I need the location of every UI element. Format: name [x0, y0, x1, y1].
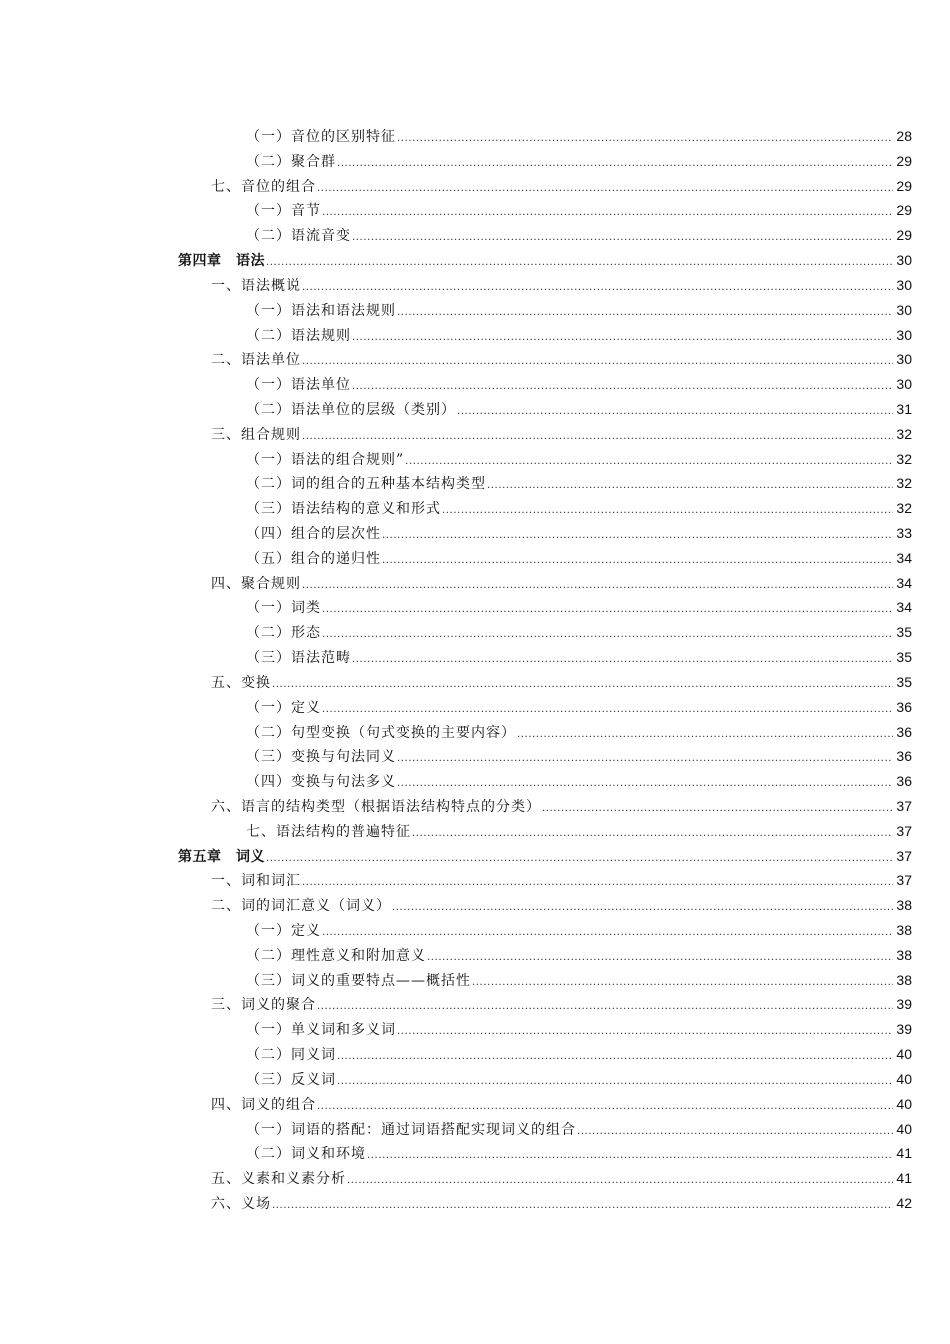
toc-entry-label: （五）组合的递归性 — [246, 550, 381, 567]
toc-page-number: 30 — [896, 351, 912, 368]
toc-entry-label: 六、义场 — [211, 1195, 271, 1212]
toc-entry-label: 七、音位的组合 — [211, 178, 316, 195]
toc-entry-line — [246, 447, 912, 472]
toc-entry-line — [246, 124, 912, 149]
toc-entry-line — [246, 397, 912, 422]
dot-leader — [457, 400, 893, 422]
toc-entry-label: （三）词义的重要特点——概括性 — [246, 972, 471, 989]
dot-leader — [405, 450, 893, 472]
toc-entry[interactable] — [0, 496, 950, 521]
toc-entry[interactable] — [0, 943, 950, 968]
toc-entry[interactable] — [0, 893, 950, 918]
toc-entry[interactable] — [0, 372, 950, 397]
dot-leader — [322, 623, 893, 645]
toc-entry-line — [211, 893, 912, 918]
dot-leader — [542, 797, 893, 819]
toc-entry-label: （一）语法和语法规则 — [246, 302, 396, 319]
dot-leader — [382, 524, 893, 546]
toc-entry-label: （二）理性意义和附加意义 — [246, 947, 426, 964]
dot-leader — [442, 499, 893, 521]
toc-entry-line — [246, 620, 912, 645]
toc-page-number: 40 — [896, 1046, 912, 1063]
toc-page-number: 32 — [896, 425, 912, 442]
toc-page-number: 39 — [896, 1021, 912, 1038]
toc-entry[interactable] — [0, 595, 950, 620]
toc-entry-line — [178, 248, 912, 273]
toc-entry-label: 第五章 词义 — [178, 848, 265, 865]
toc-page-number: 36 — [896, 723, 912, 740]
toc-page-number: 41 — [896, 1145, 912, 1162]
dot-leader — [392, 896, 893, 918]
toc-entry[interactable] — [0, 1092, 950, 1117]
toc-entry[interactable] — [0, 447, 950, 472]
toc-entry-line — [246, 1067, 912, 1092]
dot-leader — [367, 1144, 893, 1166]
toc-entry-label: （二）同义词 — [246, 1047, 336, 1064]
toc-page-number: 34 — [896, 599, 912, 616]
toc-page-number: 41 — [896, 1170, 912, 1187]
table-of-contents — [0, 124, 950, 1216]
toc-entry-line — [246, 1042, 912, 1067]
toc-entry-line — [246, 943, 912, 968]
toc-entry-label: （一）音节 — [246, 203, 321, 220]
toc-page-number: 30 — [896, 326, 912, 343]
toc-page-number: 40 — [896, 1070, 912, 1087]
toc-entry-label: 三、组合规则 — [211, 426, 301, 443]
toc-page-number: 38 — [896, 971, 912, 988]
toc-entry-label: （四）组合的层次性 — [246, 526, 381, 542]
toc-entry[interactable] — [0, 471, 950, 496]
dot-leader — [322, 201, 893, 223]
toc-entry-label: 五、变换 — [211, 674, 271, 691]
toc-entry-label: 二、语法单位 — [211, 352, 301, 369]
toc-entry-label: （二）形态 — [246, 625, 321, 642]
toc-entry[interactable] — [0, 1117, 950, 1142]
toc-entry-line — [246, 546, 912, 571]
dot-leader — [397, 127, 893, 149]
toc-entry-label: （一）词语的搭配：通过词语搭配实现词义的组合 — [246, 1121, 576, 1138]
toc-entry-line — [211, 794, 912, 819]
toc-entry-line — [246, 595, 912, 620]
toc-entry[interactable] — [0, 868, 950, 893]
toc-entry-line — [246, 769, 912, 794]
toc-page-number: 36 — [896, 748, 912, 765]
toc-page-number: 39 — [896, 996, 912, 1013]
toc-entry[interactable] — [0, 521, 950, 546]
toc-entry-line — [246, 1141, 912, 1166]
toc-page-number: 38 — [896, 946, 912, 963]
toc-page-number: 34 — [896, 574, 912, 591]
toc-entry-line — [178, 844, 912, 869]
toc-entry-line — [246, 471, 912, 496]
dot-leader — [397, 301, 893, 323]
toc-entry-label: 四、词义的组合 — [211, 1096, 316, 1113]
toc-entry[interactable] — [0, 323, 950, 348]
toc-entry[interactable] — [0, 546, 950, 571]
toc-page-number: 40 — [896, 1095, 912, 1112]
toc-entry[interactable] — [0, 198, 950, 223]
toc-entry[interactable] — [0, 645, 950, 670]
toc-entry[interactable] — [0, 670, 950, 695]
toc-entry[interactable] — [0, 769, 950, 794]
toc-entry-label: （三）变换与句法同义 — [246, 749, 396, 766]
toc-entry-line — [246, 1017, 912, 1042]
toc-entry-line — [246, 968, 912, 993]
toc-page-number: 30 — [896, 376, 912, 393]
toc-entry-label: （一）音位的区别特征 — [246, 129, 396, 145]
dot-leader — [382, 549, 893, 571]
toc-entry[interactable] — [0, 819, 950, 844]
toc-page-number: 37 — [896, 847, 912, 864]
toc-entry-label: （二）语法单位的层级（类别） — [246, 401, 456, 418]
dot-leader — [397, 772, 893, 794]
dot-leader — [412, 822, 893, 844]
toc-page-number: 37 — [896, 797, 912, 814]
toc-entry-line — [246, 918, 912, 943]
dot-leader — [322, 598, 893, 620]
dot-leader — [337, 152, 893, 174]
toc-entry-label: （一）语法的组合规则” — [246, 451, 405, 468]
toc-entry[interactable] — [0, 1166, 950, 1191]
toc-entry[interactable] — [0, 1141, 950, 1166]
toc-entry-label: 五、义素和义素分析 — [211, 1171, 346, 1188]
toc-entry[interactable] — [0, 174, 950, 199]
toc-entry-line — [211, 1092, 912, 1117]
toc-page-number: 36 — [896, 773, 912, 790]
toc-entry[interactable] — [0, 397, 950, 422]
toc-entry[interactable] — [0, 1191, 950, 1216]
toc-entry[interactable] — [0, 620, 950, 645]
toc-entry-line — [211, 868, 912, 893]
dot-leader — [272, 1194, 893, 1216]
toc-entry[interactable] — [0, 347, 950, 372]
toc-entry-line — [211, 273, 912, 298]
toc-page-number: 35 — [896, 649, 912, 666]
toc-page-number: 32 — [896, 500, 912, 517]
dot-leader — [352, 648, 893, 670]
toc-page-number: 37 — [896, 822, 912, 839]
toc-page-number: 32 — [896, 450, 912, 467]
toc-page-number: 30 — [896, 276, 912, 293]
toc-entry[interactable] — [0, 149, 950, 174]
toc-entry-label: 七、语法结构的普遍特征 — [246, 823, 411, 840]
dot-leader — [302, 574, 893, 596]
toc-entry-line — [211, 422, 912, 447]
toc-entry-label: 一、词和词汇 — [211, 873, 301, 890]
toc-page-number: 40 — [896, 1120, 912, 1137]
toc-page-number: 38 — [896, 922, 912, 938]
toc-entry-line — [211, 174, 912, 199]
dot-leader — [266, 847, 893, 869]
toc-entry-line — [211, 347, 912, 372]
toc-page-number: 29 — [896, 227, 912, 244]
toc-page-number: 37 — [896, 872, 912, 889]
toc-page-number: 29 — [896, 177, 912, 194]
toc-page-number: 29 — [896, 202, 912, 219]
dot-leader — [577, 1120, 893, 1142]
toc-entry[interactable] — [0, 422, 950, 447]
toc-entry[interactable] — [0, 571, 950, 596]
toc-entry-label: 二、词的词汇意义（词义） — [211, 898, 391, 915]
toc-chapter-entry[interactable] — [0, 248, 950, 273]
toc-entry-line — [246, 149, 912, 174]
dot-leader — [427, 946, 893, 968]
toc-page-number: 42 — [896, 1194, 912, 1211]
toc-entry-label: 第四章 语法 — [178, 253, 265, 270]
toc-entry-line — [211, 1191, 912, 1216]
toc-entry-label: （一）定义 — [246, 699, 321, 716]
dot-leader — [337, 1070, 893, 1092]
toc-entry-line — [246, 298, 912, 323]
dot-leader — [302, 425, 893, 447]
toc-entry-label: （三）反义词 — [246, 1071, 336, 1088]
dot-leader — [272, 673, 893, 695]
toc-entry[interactable] — [0, 1017, 950, 1042]
dot-leader — [322, 921, 893, 943]
dot-leader — [302, 871, 893, 893]
toc-entry-line — [246, 720, 912, 745]
toc-page-number: 33 — [896, 525, 912, 541]
toc-entry-label: （一）单义词和多义词 — [246, 1022, 396, 1039]
toc-entry-label: （一）语法单位 — [246, 377, 351, 394]
toc-entry[interactable] — [0, 794, 950, 819]
dot-leader — [337, 1045, 893, 1067]
toc-entry-line — [246, 695, 912, 720]
toc-page-number: 36 — [896, 698, 912, 715]
toc-entry-label: 三、词义的聚合 — [211, 997, 316, 1014]
toc-entry-line — [211, 571, 912, 596]
toc-entry-label: 一、语法概说 — [211, 277, 301, 294]
toc-entry-label: （二）聚合群 — [246, 153, 336, 170]
toc-entry-label: （四）变换与句法多义 — [246, 774, 396, 791]
toc-entry-label: （二）语流音变 — [246, 228, 351, 245]
toc-page-number: 30 — [896, 301, 912, 318]
toc-entry-line — [246, 323, 912, 348]
toc-entry-line — [246, 645, 912, 670]
toc-entry-label: （三）语法结构的意义和形式 — [246, 501, 441, 518]
toc-entry[interactable] — [0, 298, 950, 323]
dot-leader — [317, 177, 893, 199]
dot-leader — [352, 226, 893, 248]
toc-entry-line — [246, 819, 912, 844]
dot-leader — [302, 350, 893, 372]
dot-leader — [397, 1020, 893, 1042]
toc-entry[interactable] — [0, 744, 950, 769]
toc-entry-label: （二）词义和环境 — [246, 1146, 366, 1163]
toc-entry[interactable] — [0, 918, 950, 943]
toc-page-number: 31 — [896, 400, 912, 417]
toc-entry-line — [246, 744, 912, 769]
toc-entry-label: （三）语法范畴 — [246, 650, 351, 667]
toc-entry[interactable] — [0, 124, 950, 149]
toc-entry-line — [211, 992, 912, 1017]
toc-entry-label: （一）定义 — [246, 923, 321, 939]
toc-page-number: 28 — [896, 128, 912, 144]
toc-entry-label: （二）词的组合的五种基本结构类型 — [246, 476, 486, 493]
dot-leader — [266, 251, 893, 273]
dot-leader — [347, 1169, 893, 1191]
toc-entry[interactable] — [0, 992, 950, 1017]
toc-chapter-entry[interactable] — [0, 844, 950, 869]
toc-entry-label: 四、聚合规则 — [211, 575, 301, 592]
toc-entry-label: 六、语言的结构类型（根据语法结构特点的分类） — [211, 798, 541, 815]
toc-entry-line — [246, 198, 912, 223]
toc-entry-line — [246, 223, 912, 248]
toc-page-number: 35 — [896, 673, 912, 690]
toc-page-number: 34 — [896, 549, 912, 566]
toc-page-number: 29 — [896, 152, 912, 169]
dot-leader — [352, 326, 893, 348]
dot-leader — [487, 474, 893, 496]
dot-leader — [352, 375, 893, 397]
toc-entry[interactable] — [0, 1067, 950, 1092]
toc-entry-line — [246, 521, 912, 546]
toc-entry[interactable] — [0, 273, 950, 298]
dot-leader — [322, 698, 893, 720]
toc-page-number: 35 — [896, 624, 912, 641]
toc-page-number: 32 — [896, 475, 912, 492]
toc-entry[interactable] — [0, 695, 950, 720]
toc-entry-label: （二）语法规则 — [246, 327, 351, 344]
toc-entry-label: （一）词类 — [246, 600, 321, 617]
dot-leader — [302, 276, 893, 298]
toc-entry[interactable] — [0, 223, 950, 248]
toc-entry-line — [246, 1117, 912, 1142]
toc-entry[interactable] — [0, 720, 950, 745]
toc-page-number: 30 — [896, 252, 912, 269]
dot-leader — [517, 723, 893, 745]
toc-entry[interactable] — [0, 1042, 950, 1067]
dot-leader — [317, 995, 893, 1017]
toc-entry-label: （二）句型变换（句式变换的主要内容） — [246, 724, 516, 741]
toc-entry-line — [211, 670, 912, 695]
dot-leader — [397, 747, 893, 769]
toc-entry-line — [246, 372, 912, 397]
dot-leader — [317, 1095, 893, 1117]
toc-entry-line — [211, 1166, 912, 1191]
toc-entry[interactable] — [0, 968, 950, 993]
toc-page-number: 38 — [896, 897, 912, 914]
toc-entry-line — [246, 496, 912, 521]
dot-leader — [472, 971, 893, 993]
